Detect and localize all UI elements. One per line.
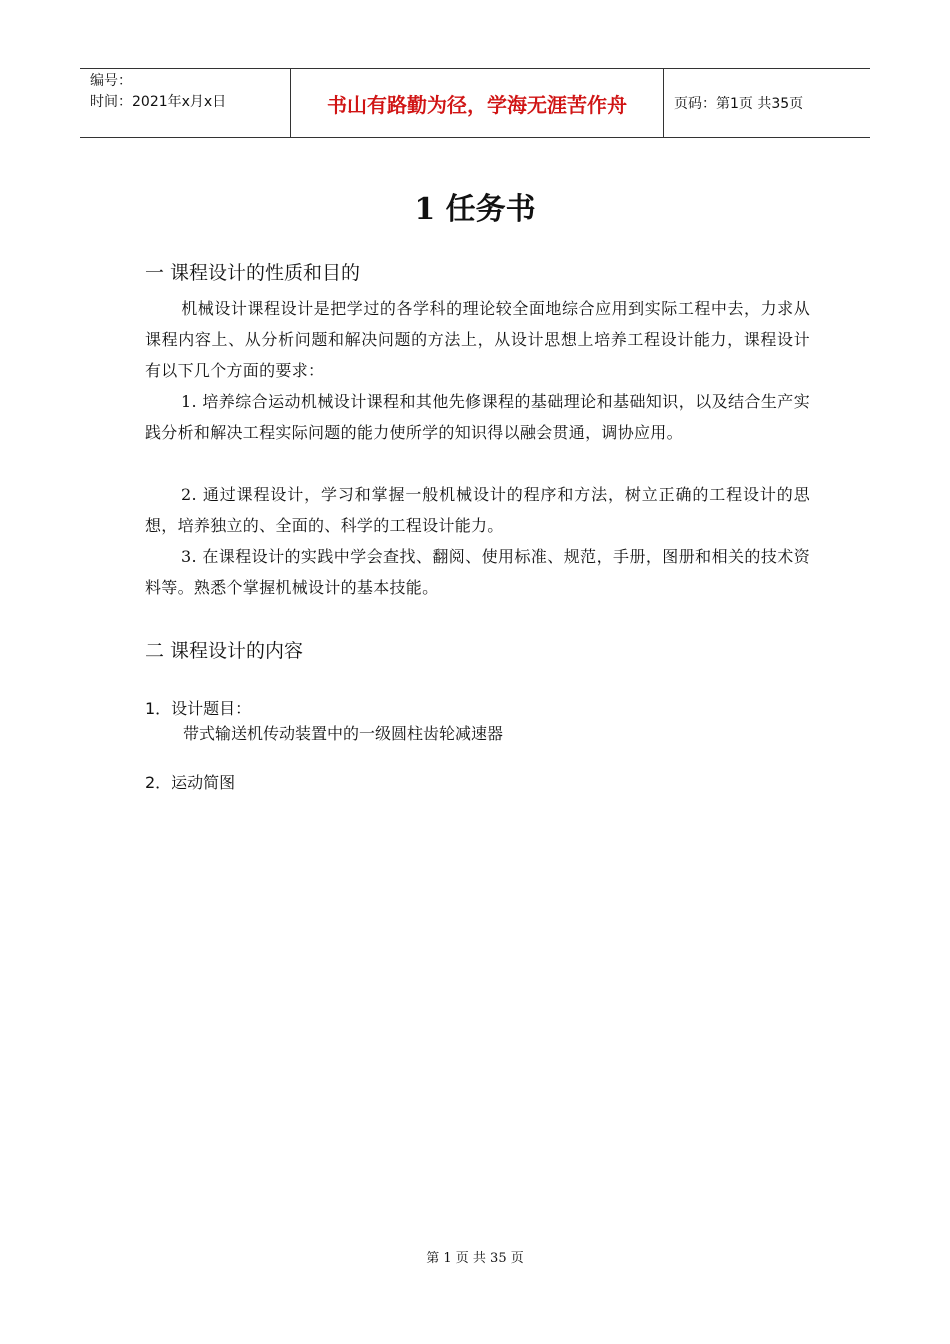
header-page-info: 页码：第1页 共35页 (674, 96, 804, 112)
requirement-item-3: 3. 在课程设计的实践中学会查找、翻阅、使用标准、规范，手册，图册和相关的技术资料等。熟悉个掌握机械设计的基本技能。 (145, 547, 810, 597)
motion-diagram-label: 2．运动简图 (145, 773, 236, 792)
page-header (80, 68, 870, 138)
section-1-heading: 一 课程设计的性质和目的 (145, 262, 361, 284)
design-topic-content: 带式输送机传动装置中的一级圆柱齿轮减速器 (183, 724, 504, 743)
time-label: 时间：2021年x月x日 (90, 94, 227, 110)
design-topic-label: 1．设计题目： (145, 699, 252, 718)
document-title: 1 任务书 (414, 192, 536, 227)
requirement-item-1: 1. 培养综合运动机械设计课程和其他先修课程的基础理论和基础知识，以及结合生产实践分析和解决工程实际问题的能力使所学的知识得以融会贯通，调协应用。 (145, 392, 810, 442)
requirement-item-2: 2. 通过课程设计，学习和掌握一般机械设计的程序和方法，树立正确的工程设计的思想，培养独立的、全面的、科学的工程设计能力。 (145, 485, 810, 535)
section-2-heading: 二 课程设计的内容 (145, 640, 304, 662)
header-motto: 书山有路勤为径，学海无涯苦作舟 (290, 69, 664, 137)
header-meta (80, 69, 290, 137)
number-label: 编号： (90, 73, 132, 89)
page-footer: 第 1 页 共 35 页 (426, 1251, 524, 1266)
section-1-intro: 机械设计课程设计是把学过的各学科的理论较全面地综合应用到实际工程中去，力求从课程内容上、从分析问题和解决问题的方法上，从设计思想上培养工程设计能力，课程设计有以下几个方面的要求： (145, 299, 810, 380)
